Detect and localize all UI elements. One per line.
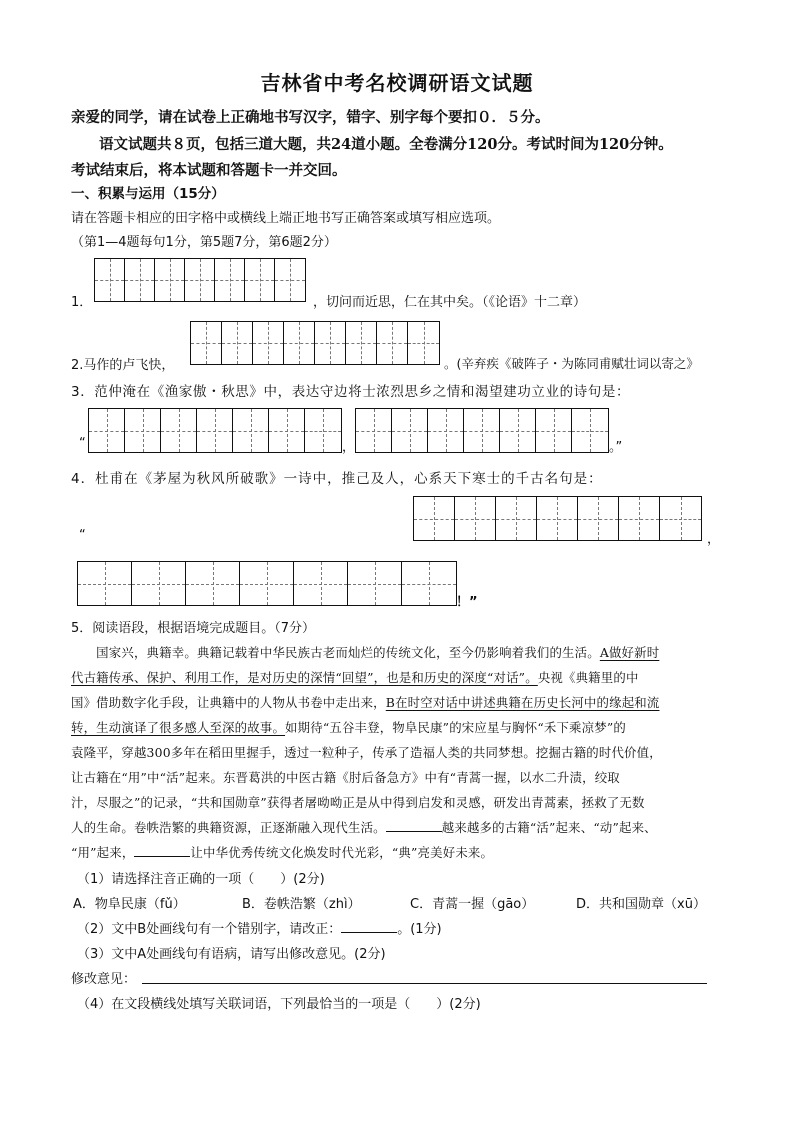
- option-a[interactable]: A．物阜民康（fǔ）: [73, 897, 186, 912]
- q4-answer-grid-2[interactable]: [77, 561, 457, 606]
- option-d[interactable]: D．共和国勋章（xū）: [576, 897, 706, 912]
- q5-sub2: （2）文中B处画线句有一个错别字，请改正： 。(1分): [77, 922, 442, 937]
- q5-sub4: （4）在文段横线处填写关联词语，下列最恰当的一项是（ ）(2分): [77, 997, 481, 1012]
- q5-sub3: （3）文中A处画线句有语病，请写出修改意见。(2分): [77, 947, 386, 962]
- q5-sub1: （1）请选择注音正确的一项（ ）(2分): [77, 872, 325, 887]
- q2-suffix: 。(辛弃疾《破阵子・为陈同甫赋壮词以寄之》: [444, 356, 699, 371]
- revision-label: 修改意见：: [71, 972, 137, 987]
- q3-answer-grid-1[interactable]: [88, 408, 342, 453]
- option-c[interactable]: C．青蒿一握（gāo）: [410, 897, 535, 912]
- q3-text: 3．范仲淹在《渔家傲・秋思》中，表达守边将士浓烈思乡之情和渴望建功立业的诗句是：: [71, 384, 631, 400]
- passage-line: 汁，尽服之”的记录，“共和国勋章”获得者屠呦呦正是从中得到启发和灵感，研发出青蒿素，拯救了无数: [71, 795, 645, 810]
- underline-a: 代古籍传承、保护、利用工作，是对历史的深情“回望”，也是和历史的深度“对话”。: [71, 670, 538, 685]
- q5-heading: 5．阅读语段，根据语境完成题目。（7分）: [71, 621, 316, 636]
- passage-line: 让古籍在“用”中“活”起来。东晋葛洪的中医古籍《肘后备急方》中有“青蒿一握，以水二升渍，绞取: [71, 770, 620, 785]
- q3-answer-grid-2[interactable]: [355, 408, 609, 453]
- q4-text: 4．杜甫在《茅屋为秋风所破歌》一诗中，推己及人，心系天下寒士的千古名句是：: [71, 471, 603, 487]
- intro-line-2: 语文试题共８页，包括三道大题，共24道小题。全卷满分120分。考试时间为120分钟。: [99, 136, 673, 153]
- q4-answer-grid-1[interactable]: [413, 496, 702, 541]
- blank-1[interactable]: [386, 831, 442, 832]
- section-scoring: （第1—4题每句1分，第5题7分，第6题2分）: [71, 235, 337, 250]
- q3-open-quote: “: [79, 436, 86, 451]
- section-heading: 一、积累与运用（15分）: [71, 186, 225, 202]
- underline-a: A做好新时: [599, 645, 660, 660]
- q3-comma: ，: [342, 440, 356, 455]
- q1-answer-grid[interactable]: [94, 258, 306, 302]
- passage-line: “用”起来， 让中华优秀传统文化焕发时代光彩，“典”亮美好未来。: [71, 845, 494, 860]
- passage-line: 转，生动演译了很多感人至深的故事。如期待“五谷丰登，物阜民康”的宋应星与胸怀“禾下乘凉梦”的: [71, 720, 626, 735]
- section-instruction: 请在答题卡相应的田字格中或横线上端正地书写正确答案或填写相应选项。: [71, 211, 501, 226]
- passage-line: 袁隆平，穿越300多年在稻田里握手，透过一粒种子，传承了造福人类的共同梦想。挖掘古籍的时代价值，: [71, 745, 662, 760]
- blank-2[interactable]: [134, 856, 190, 857]
- intro-line-3: 考试结束后，将本试题和答题卡一并交回。: [71, 162, 347, 179]
- q1-text: ，切问而近思，仁在其中矣。（《论语》十二章）: [313, 295, 587, 310]
- option-b[interactable]: B．卷帙浩繁（zhì）: [242, 897, 361, 912]
- q3-close: 。”: [609, 440, 623, 455]
- underline-b: 转，生动演译了很多感人至深的故事。: [71, 720, 286, 735]
- correction-blank[interactable]: [341, 932, 397, 933]
- revision-answer-line[interactable]: [142, 983, 707, 984]
- passage-line: 国》借助数字化手段，让典籍中的人物从书卷中走出来，B在时空对话中讲述典籍在历史长河中的缘起和流: [71, 695, 660, 710]
- intro-line-1: 亲爱的同学，请在试卷上正确地书写汉字，错字、别字每个要扣０．５分。: [71, 109, 550, 126]
- passage-line: 人的生命。卷帙浩繁的典籍资源，正逐渐融入现代生活。 越来越多的古籍“活”起来、“动”起来、: [71, 820, 657, 835]
- q2-answer-grid[interactable]: [190, 321, 440, 365]
- passage-line: 代古籍传承、保护、利用工作，是对历史的深情“回望”，也是和历史的深度“对话”。央视《典籍里的中: [71, 670, 639, 685]
- underline-b: B在时空对话中讲述典籍在历史长河中的缘起和流: [385, 695, 660, 710]
- passage-line: 国家兴，典籍幸。典籍记载着中华民族古老而灿烂的传统文化，至今仍影响着我们的生活。A做好新时: [71, 645, 660, 660]
- q4-close: ！”: [456, 595, 478, 610]
- q4-open-quote: “: [79, 528, 86, 543]
- q1-number: 1．: [71, 295, 93, 310]
- page-title: 吉林省中考名校调研语文试题: [260, 71, 534, 95]
- q4-comma: ，: [707, 532, 721, 547]
- q2-prefix: 2.马作的卢飞快，: [71, 358, 175, 373]
